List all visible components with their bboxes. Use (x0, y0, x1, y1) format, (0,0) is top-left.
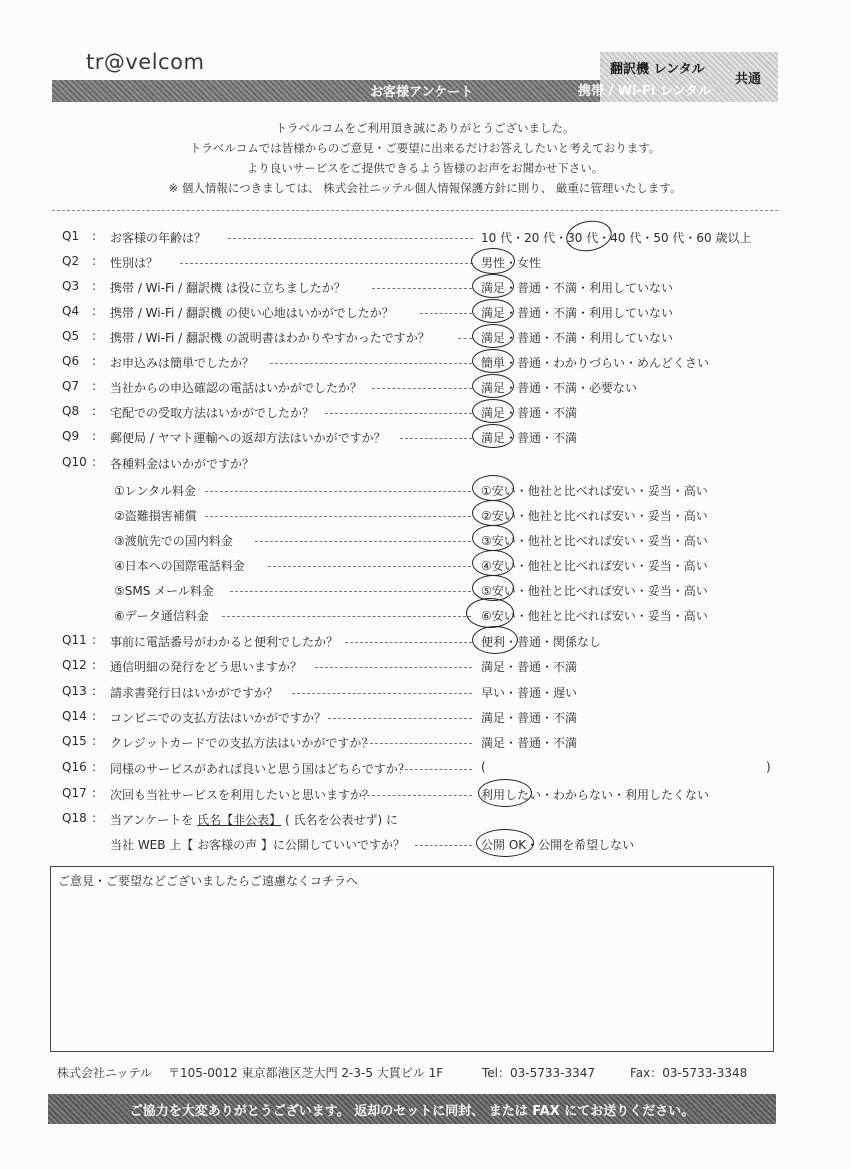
country-close-paren: ) (766, 760, 771, 774)
leader-line (205, 516, 471, 517)
leader-line (420, 313, 472, 314)
question-text: 携帯 / Wi-Fi / 翻訳機 は役に立ちましたか？ (110, 281, 346, 295)
question-q11 (0, 633, 850, 653)
question-number: Q12 (62, 658, 87, 672)
colon: : (92, 329, 97, 343)
question-q14 (0, 709, 850, 729)
question-q5 (0, 329, 850, 349)
colon: : (92, 786, 97, 800)
footer-address: 〒105-0012 東京都港区芝大門 2-3-5 大貫ビル 1F (168, 1066, 444, 1080)
leader-line (325, 413, 472, 414)
q10-item-rental-fee (0, 482, 850, 502)
question-text: 請求書発行日はいかがですか？ (110, 686, 279, 700)
selection-circle-q18 (476, 829, 534, 857)
question-number: Q2 (62, 254, 80, 268)
selection-circle-q17 (478, 779, 532, 807)
colon: : (92, 379, 97, 393)
colon: : (92, 633, 97, 647)
selection-circle-q10-4 (472, 550, 514, 576)
header-translator-rental: 翻訳機 レンタル (610, 62, 705, 77)
question-q18-line2 (0, 836, 850, 856)
question-text: コンビニでの支払方法はいかがですか？ (110, 711, 327, 725)
leader-line (328, 718, 472, 719)
question-text: クレジットカードでの支払方法はいかがですか？ (110, 736, 374, 750)
answer-options[interactable]: ⑤安い・他社と比べれば安い・妥当・高い (481, 584, 708, 598)
intro-line-2: トラベルコムでは皆様からのご意見・ご要望に出来るだけお答えしたいと考えております。 (189, 141, 661, 155)
question-number: Q17 (62, 786, 87, 800)
question-number: Q18 (62, 811, 87, 825)
question-q4 (0, 304, 850, 324)
colon: : (92, 734, 97, 748)
sub-question-label: ③渡航先での国内料金 (114, 534, 233, 548)
intro-line-1: トラベルコムをご利用頂き誠にありがとうございました。 (275, 121, 575, 135)
selection-circle-q11 (472, 626, 518, 654)
colon: : (92, 279, 97, 293)
question-text: 携帯 / Wi-Fi / 翻訳機 の説明書はわかりやすかったですか？ (110, 331, 430, 345)
leader-line (228, 238, 473, 239)
answer-options[interactable]: 満足・普通・不満 (481, 660, 578, 674)
leader-line (292, 693, 472, 694)
colon: : (92, 304, 97, 318)
header-common-label: 共通 (735, 72, 762, 87)
colon: : (92, 254, 97, 268)
answer-options[interactable]: 利用したい・わからない・利用したくない (481, 788, 710, 802)
q10-item-theft-insurance (0, 507, 850, 527)
selection-circle-q9 (472, 424, 514, 448)
question-q10 (0, 455, 850, 475)
question-text: 次回も当社サービスを利用したいと思いますか？ (110, 788, 375, 802)
answer-options[interactable]: 満足・普通・不満 (481, 711, 578, 725)
leader-line (400, 438, 472, 439)
selection-circle-q6 (472, 349, 514, 373)
answer-options[interactable]: 満足・普通・不満 (481, 736, 578, 750)
question-number: Q14 (62, 709, 87, 723)
colon: : (92, 684, 97, 698)
leader-line (365, 743, 472, 744)
question-q3 (0, 279, 850, 299)
question-number: Q7 (62, 379, 80, 393)
intro-privacy-note: ※ 個人情報につきましては、 株式会社ニッテル個人情報保護方針に則り、 厳重に管理いたします。 (168, 181, 682, 195)
colon: : (92, 760, 97, 774)
leader-line (222, 616, 471, 617)
leader-line (372, 288, 472, 289)
question-text: お客様の年齢は？ (110, 231, 207, 245)
question-number: Q9 (62, 429, 80, 443)
q10-item-local-rates (0, 532, 850, 552)
answer-options[interactable]: 公開 OK・公開を希望しない (481, 838, 635, 852)
sub-question-label: ①レンタル料金 (114, 484, 196, 498)
leader-line (205, 491, 471, 492)
answer-options[interactable]: 満足・普通・不満・利用していない (481, 306, 674, 320)
question-text: 当社からの申込確認の電話はいかがでしたか？ (110, 381, 363, 395)
answer-options[interactable]: 満足・普通・不満 (481, 406, 578, 420)
question-q13 (0, 684, 850, 704)
question-q2 (0, 254, 850, 274)
colon: : (92, 811, 97, 825)
intro-line-3: より良いサービスをご提供できるよう皆様のお声をお聞かせ下さい。 (246, 161, 604, 175)
footer-banner-text: ご協力を大変ありがとうございます。 返却のセットに同封、 または FAX にてお送りください。 (129, 1104, 695, 1119)
selection-circle-q10-1 (472, 475, 514, 501)
question-q16 (0, 760, 850, 780)
question-text-a: 当アンケートを (110, 813, 194, 827)
country-open-paren: ( (481, 760, 486, 774)
section-divider (52, 210, 778, 211)
question-q18 (0, 811, 850, 831)
leader-line (230, 591, 471, 592)
question-q6 (0, 354, 850, 374)
selection-circle-q10-5 (472, 575, 514, 601)
sub-question-label: ⑤SMS メール料金 (114, 584, 214, 598)
question-number: Q8 (62, 404, 80, 418)
question-q15 (0, 734, 850, 754)
selection-circle-q10-6 (466, 598, 514, 628)
question-text-c: ( 氏名を公表せず) に (284, 813, 398, 827)
colon: : (92, 229, 97, 243)
answer-options[interactable]: 満足・普通・不満 (481, 431, 578, 445)
travelcom-logo: tr@velcom (86, 50, 205, 74)
question-text: 同様のサービスがあれば良いと思う国はどちらですか？ (110, 762, 410, 776)
leader-line (362, 795, 472, 796)
colon: : (92, 709, 97, 723)
comment-textarea[interactable] (50, 866, 774, 1052)
question-number: Q15 (62, 734, 87, 748)
q10-item-sms-rates (0, 582, 850, 602)
answer-options[interactable]: ③安い・他社と比べれば安い・妥当・高い (481, 534, 708, 548)
selection-circle-q1 (564, 217, 615, 255)
selection-circle-q3 (472, 274, 514, 298)
question-text (110, 811, 398, 828)
selection-circle-q2 (471, 248, 515, 274)
comment-label: ご意見・ご要望などございましたらご遠慮なくコチラへ (58, 874, 359, 888)
leader-line (400, 769, 472, 770)
leader-line (268, 566, 471, 567)
question-number: Q13 (62, 684, 87, 698)
question-text: 携帯 / Wi-Fi / 翻訳機 の使い心地はいかがでしたか？ (110, 306, 394, 320)
answer-options[interactable]: 満足・普通・不満・利用していない (481, 281, 674, 295)
sub-question-label: ②盗難損害補償 (114, 509, 197, 523)
answer-options[interactable]: 満足・普通・不満・必要ない (481, 381, 638, 395)
question-q17 (0, 786, 850, 806)
answer-options[interactable]: ①安い・他社と比べれば安い・妥当・高い (481, 484, 708, 498)
answer-options[interactable]: 満足・普通・不満・利用していない (481, 331, 674, 345)
question-text: 事前に電話番号がわかると便利でしたか？ (110, 635, 339, 649)
selection-circle-q10-3 (472, 525, 514, 551)
question-text: 当社 WEB 上【 お客様の声 】に公開していいですか？ (110, 838, 405, 852)
answer-options[interactable]: 男性・女性 (481, 256, 542, 270)
question-q8 (0, 404, 850, 424)
selection-circle-q4 (472, 299, 514, 323)
q10-item-intl-call-rates (0, 557, 850, 577)
question-text: 宅配での受取方法はいかがでしたか？ (110, 406, 315, 420)
question-q7 (0, 379, 850, 399)
leader-line (345, 642, 472, 643)
answer-options[interactable]: ⑥安い・他社と比べれば安い・妥当・高い (481, 609, 708, 623)
question-text: 各種料金はいかがですか？ (110, 457, 255, 471)
question-text: 性別は？ (110, 256, 159, 270)
question-q9 (0, 429, 850, 449)
leader-line (270, 363, 472, 364)
selection-circle-q5 (472, 324, 514, 348)
question-number: Q4 (62, 304, 80, 318)
footer-tel: Tel：03-5733-3347 (482, 1066, 596, 1080)
question-number: Q3 (62, 279, 80, 293)
answer-options[interactable]: 10 代・20 代・30 代・40 代・50 代・60 歳以上 (481, 231, 752, 245)
question-number: Q11 (62, 633, 87, 647)
leader-line (180, 263, 473, 264)
question-q1 (0, 229, 850, 249)
question-q12 (0, 658, 850, 678)
footer-company: 株式会社ニッテル (57, 1066, 152, 1080)
question-number: Q5 (62, 329, 80, 343)
leader-line (315, 667, 472, 668)
leader-line (255, 541, 471, 542)
colon: : (92, 455, 97, 469)
colon: : (92, 658, 97, 672)
selection-circle-q7 (472, 374, 514, 398)
question-number: Q1 (62, 229, 80, 243)
colon: : (92, 404, 97, 418)
footer-fax: Fax：03-5733-3348 (630, 1066, 748, 1080)
selection-circle-q8 (472, 399, 514, 423)
answer-options[interactable]: 便利・普通・関係なし (481, 635, 602, 649)
name-private-label: 氏名【非公表】 (197, 813, 282, 827)
answer-options[interactable]: 簡単・普通・わかりづらい・めんどくさい (481, 356, 710, 370)
leader-line (458, 338, 472, 339)
selection-circle-q10-2 (472, 500, 514, 526)
question-number: Q10 (62, 455, 87, 469)
leader-line (372, 388, 472, 389)
survey-title: お客様アンケート (370, 85, 474, 100)
answer-options[interactable]: ④安い・他社と比べれば安い・妥当・高い (481, 559, 708, 573)
sub-question-label: ④日本への国際電話料金 (114, 559, 245, 573)
question-number: Q16 (62, 760, 87, 774)
question-text: 通信明細の発行をどう思いますか？ (110, 660, 303, 674)
question-text: 郵便局 / ヤマト運輸への返却方法はいかがですか？ (110, 431, 386, 445)
header-mobile-wifi-rental: 携帯 / Wi-Fi レンタル (578, 84, 712, 99)
question-text: お申込みは簡単でしたか？ (110, 356, 255, 370)
q10-item-data-rates (0, 607, 850, 627)
answer-options[interactable]: 早い・普通・遅い (481, 686, 578, 700)
colon: : (92, 429, 97, 443)
question-number: Q6 (62, 354, 80, 368)
colon: : (92, 354, 97, 368)
leader-line (415, 845, 472, 846)
answer-options[interactable]: ②安い・他社と比べれば安い・妥当・高い (481, 509, 708, 523)
sub-question-label: ⑥データ通信料金 (114, 609, 209, 623)
